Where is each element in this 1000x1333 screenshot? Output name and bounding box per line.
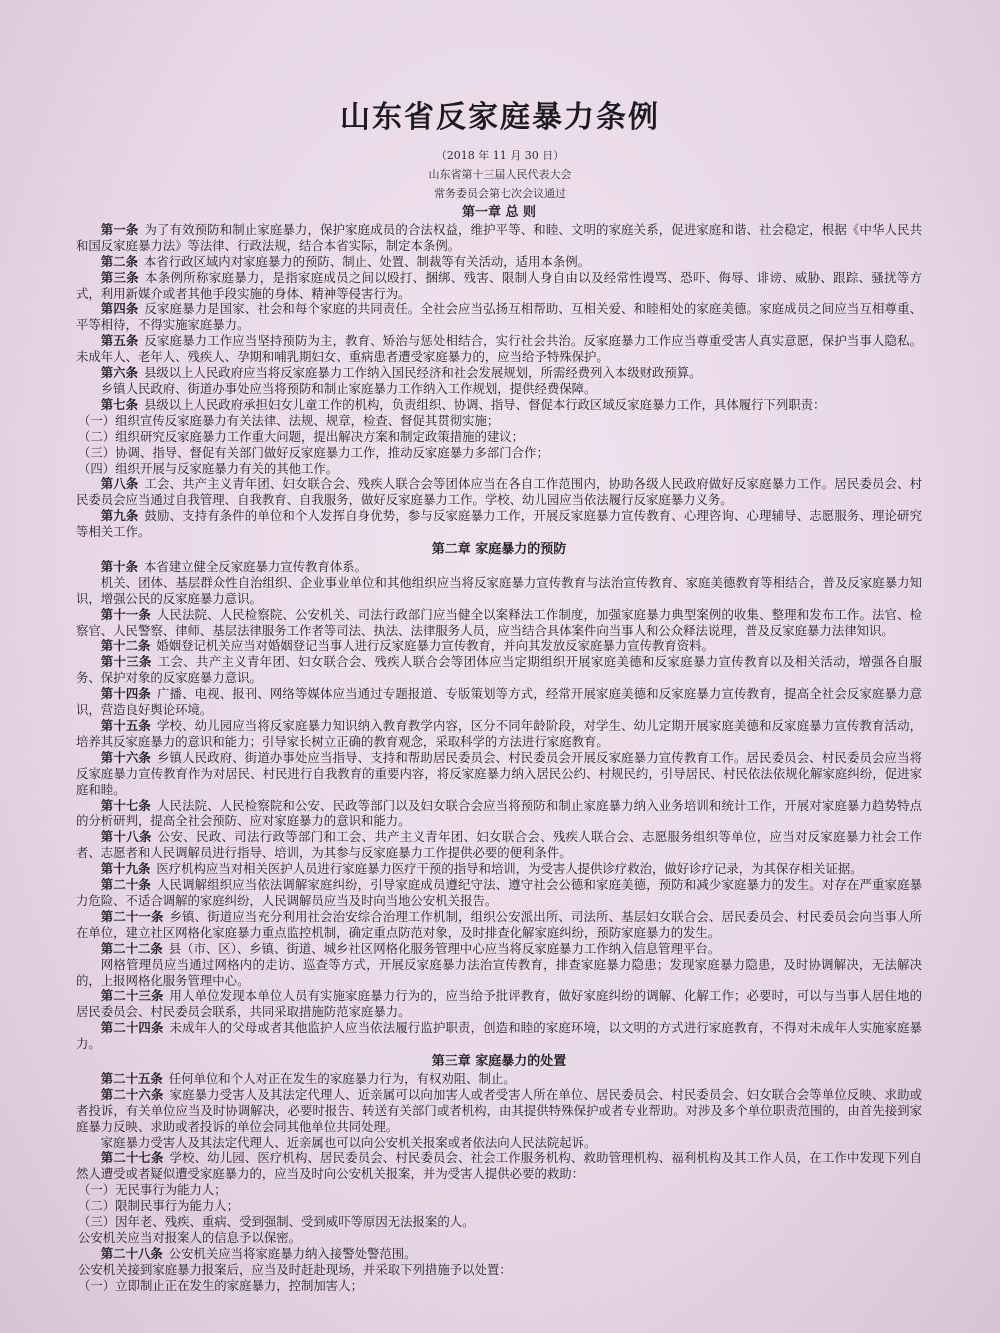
- article-text: 乡镇人民政府、街道办事处应当指导、支持和帮助居民委员会、村民委员会开展反家庭暴力宣传教育工作。居民委员会、村民委员会应当将反家庭暴力宣传教育作为对居民、村民进行自我教育的重要内容，将反家庭暴力纳入居民公约、村规民约，引导居民、村民依法依规化解家庭纠纷，促进家庭和睦。: [76, 749, 923, 797]
- article-paragraph: [76, 1087, 922, 1135]
- article-number: 第二十六条: [100, 1086, 164, 1102]
- list-item: [76, 1278, 922, 1294]
- article-text: 乡镇、街道应当充分利用社会治安综合治理工作机制，组织公安派出所、司法所、基层妇女联合会、居民委员会、村民委员会向当事人所在单位，建立社区网格化家庭暴力重点监控机制，确定重点防范对象，及时排查化解家庭纠纷，预防家庭暴力的发生。: [76, 908, 923, 940]
- article-text: 本省行政区域内对家庭暴力的预防、制止、处置、制裁等有关活动，适用本条例。: [143, 253, 591, 269]
- article-text: （一）立即制止正在发生的家庭暴力，控制加害人；: [78, 1277, 363, 1293]
- list-item: [76, 1214, 922, 1230]
- article-number: 第七条: [100, 396, 138, 412]
- article-paragraph: [76, 686, 922, 718]
- article-text: 公安机关应当将家庭暴力纳入接警处警范围。: [168, 1245, 417, 1261]
- article-paragraph: [76, 476, 922, 508]
- article-text: 未成年人的父母或者其他监护人应当依法履行监护职责，创造和睦的家庭环境，以文明的方式进行家庭教育，不得对未成年人实施家庭暴力。: [76, 1020, 923, 1052]
- article-paragraph: [76, 1020, 922, 1052]
- article-text: （二）限制民事行为能力人；: [78, 1198, 240, 1214]
- article-number: 第二条: [100, 253, 138, 269]
- article-paragraph: [76, 829, 922, 861]
- article-number: 第二十八条: [100, 1245, 163, 1261]
- article-text: 为了有效预防和制止家庭暴力，保护家庭成员的合法权益，维护平等、和睦、文明的家庭关系，促进家庭和谐、社会稳定，根据《中华人民共和国反家庭暴力法》等法律、行政法规，结合本省实际，制定本条例。: [76, 221, 923, 253]
- article-paragraph: [76, 559, 922, 575]
- issuing-body: 山东省第十三届人民代表大会: [428, 168, 572, 181]
- article-number: 第十八条: [100, 829, 152, 845]
- article-paragraph: [76, 270, 922, 302]
- article-text: 医疗机构应当对相关医护人员进行家庭暴力医疗干预的指导和培训，为受害人提供诊疗救治，做好诊疗记录，为其保存相关证据。: [156, 861, 863, 877]
- article-paragraph: [76, 638, 922, 654]
- list-item: [76, 413, 922, 429]
- article-text: （四）组织开展与反家庭暴力有关的其他工作。: [78, 460, 339, 476]
- article-number: 第八条: [100, 476, 139, 492]
- article-paragraph: [76, 1135, 922, 1151]
- article-number: 第十七条: [100, 797, 151, 813]
- document-date: （2018 年 11 月 30 日）: [435, 149, 565, 162]
- article-paragraph: [76, 941, 922, 957]
- article-text: 工会、共产主义青年团、妇女联合会、残疾人联合会等团体应当定期组织开展家庭美德和反家庭暴力宣传教育以及相关活动，增强各自服务、保护对象的反家庭暴力意识。: [76, 654, 923, 686]
- article-number: 第二十五条: [100, 1070, 163, 1086]
- article-number: 第二十七条: [100, 1150, 164, 1166]
- article-number: 第三条: [100, 269, 140, 285]
- article-text: 人民法院、人民检察院和公安、民政等部门以及妇女联合会应当将预防和制止家庭暴力纳入业务培训和统计工作，开展对家庭暴力趋势特点的分析研判，提高全社会预防、应对家庭暴力的意识和能力。: [76, 797, 923, 829]
- article-text: 乡镇人民政府、街道办事处应当将预防和制止家庭暴力工作纳入工作规划，提供经费保障。: [100, 380, 597, 396]
- article-number: 第二十二条: [100, 940, 163, 956]
- article-paragraph: [76, 718, 922, 750]
- article-number: 第九条: [100, 508, 139, 524]
- article-text: 学校、幼儿园、医疗机构、居民委员会、村民委员会、社会工作服务机构、救助管理机构、福利机构及其工作人员，在工作中发现下列自然人遭受或者疑似遭受家庭暴力的，应当及时向公安机关报案，并为受害人提供必要的救助：: [76, 1150, 923, 1182]
- article-text: 反家庭暴力工作应当坚持预防为主，教育、矫治与惩处相结合，实行社会共治。反家庭暴力工作应当尊重受害人真实意愿，保护当事人隐私。未成年人、老年人、残疾人、孕期和哺乳期妇女、重病患者遭受家庭暴力的，应当给予特殊保护。: [76, 333, 923, 365]
- article-number: 第二十三条: [100, 988, 164, 1004]
- article-paragraph: [76, 1071, 922, 1087]
- article-text: 鼓励、支持有条件的单位和个人发挥自身优势，参与反家庭暴力工作，开展反家庭暴力宣传教育、心理咨询、心理辅导、志愿服务、理论研究等相关工作。: [76, 508, 923, 540]
- article-paragraph: [76, 397, 922, 413]
- article-paragraph: [76, 365, 922, 381]
- document-body: [76, 203, 922, 1294]
- list-item: [76, 429, 922, 445]
- article-text: （三）协调、指导、督促有关部门做好反家庭暴力工作，推动反家庭暴力多部门合作；: [78, 444, 549, 460]
- list-item: [76, 1198, 922, 1214]
- article-text: 人民调解组织应当依法调解家庭纠纷，引导家庭成员遵纪守法、遵守社会公德和家庭美德，预防和减少家庭暴力的发生。对存在严重家庭暴力危险、不适合调解的家庭纠纷，人民调解员应当及时向当地公安机关报告。: [76, 877, 923, 908]
- article-text: 本条例所称家庭暴力，是指家庭成员之间以殴打、捆绑、残害、限制人身自由以及经常性谩骂、恐吓、侮辱、诽谤、威胁、跟踪、骚扰等方式，利用新媒介或者其他手段实施的身体、精神等侵害行为。: [76, 269, 923, 301]
- article-paragraph: [76, 877, 922, 909]
- article-text: 任何单位和个人对正在发生的家庭暴力行为，有权劝阻、制止。: [168, 1070, 516, 1086]
- article-number: 第五条: [100, 333, 139, 349]
- article-number: 第十九条: [100, 861, 151, 877]
- article-number: 第十二条: [100, 638, 151, 654]
- article-number: 第十六条: [100, 749, 151, 765]
- list-item: [76, 445, 922, 461]
- article-text: 公安机关接到家庭暴力报案后，应当及时赶赴现场，并采取下列措施予以处置：: [78, 1261, 512, 1277]
- article-text: （一）无民事行为能力人；: [78, 1182, 227, 1198]
- chapter-heading: 第三章 家庭暴力的处置: [431, 1054, 567, 1070]
- article-paragraph: [76, 575, 922, 607]
- article-text: 公安机关应当对报案人的信息予以保密。: [78, 1230, 302, 1245]
- article-paragraph: [76, 333, 922, 365]
- article-paragraph: [76, 654, 922, 686]
- article-text: （二）组织研究反家庭暴力工作重大问题，提出解决方案和制定政策措施的建议；: [78, 428, 525, 444]
- chapter-heading: 第一章 总 则: [461, 205, 537, 220]
- article-text: 网格管理员应当通过网格内的走访、巡查等方式，开展反家庭暴力法治宣传教育，排查家庭暴力隐患；发现家庭暴力隐患，及时协调解决，无法解决的，上报网格化服务管理中心。: [76, 956, 922, 988]
- article-text: 本省建立健全反家庭暴力宣传教育体系。: [143, 558, 367, 574]
- article-paragraph: [76, 301, 922, 333]
- article-text: 人民法院、人民检察院、公安机关、司法行政部门应当健全以案释法工作制度，加强家庭暴力典型案例的收集、整理和发布工作。法官、检察官、人民警察、律师、基层法律服务工作者等司法、执法、法律服务人员，应当结合具体案件向当事人和公众释法说理，普及反家庭暴力法律知识。: [76, 606, 923, 638]
- article-text: 广播、电视、报刊、网络等媒体应当通过专题报道、专版策划等方式，经常开展家庭美德和反家庭暴力宣传教育，提高全社会反家庭暴力意识，营造良好舆论环境。: [76, 686, 923, 718]
- article-number: 第十一条: [100, 606, 151, 622]
- article-number: 第四条: [100, 301, 139, 317]
- article-text: 机关、团体、基层群众性自治组织、企业事业单位和其他组织应当将反家庭暴力宣传教育与法治宣传教育、家庭美德教育等相结合，普及反家庭暴力知识，增强公民的反家庭暴力意识。: [76, 574, 922, 606]
- approval-note: 常务委员会第七次会议通过: [434, 187, 566, 200]
- article-paragraph: [76, 381, 922, 397]
- article-text: 县级以上人民政府应当将反家庭暴力工作纳入国民经济和社会发展规划，所需经费列入本级财政预算。: [143, 365, 702, 381]
- article-paragraph: [76, 988, 922, 1020]
- article-number: 第十五条: [100, 718, 151, 733]
- article-text: 家庭暴力受害人及其法定代理人、近亲属可以向加害人或者受害人所在单位、居民委员会、村民委员会、妇女联合会等单位反映、求助或者投诉，有关单位应当及时协调解决，必要时报告、转送有关部门或者机构，由其提供特殊保护或者专业帮助。对涉及多个单位职责范围的，由首先接到家庭暴力反映、求助或者投诉的单位会同其他单位共同处理。: [76, 1086, 923, 1134]
- article-text: 婚姻登记机关应当对婚姻登记当事人进行反家庭暴力宣传教育，并向其发放反家庭暴力宣传教育资料。: [156, 638, 714, 654]
- article-paragraph: [76, 1150, 922, 1182]
- list-item: [76, 461, 922, 477]
- list-item: [76, 1262, 922, 1278]
- document-title: 山东省反家庭暴力条例: [340, 100, 660, 135]
- article-paragraph: [76, 861, 922, 877]
- article-paragraph: [76, 607, 922, 639]
- list-item: [76, 1182, 922, 1198]
- chapter-heading: 第二章 家庭暴力的预防: [431, 542, 567, 558]
- article-text: （一）组织宣传反家庭暴力有关法律、法规、规章，检查、督促其贯彻实施；: [78, 412, 500, 428]
- article-text: 县级以上人民政府承担妇女儿童工作的机构，负责组织、协调、指导、督促本行政区域反家庭暴力工作，具体履行下列职责：: [143, 396, 826, 412]
- article-paragraph: [76, 254, 922, 270]
- article-text: 用人单位发现本单位人员有实施家庭暴力行为的，应当给予批评教育，做好家庭纠纷的调解、化解工作；必要时，可以与当事人居住地的居民委员会、村民委员会联系，共同采取措施防范家庭暴力。: [76, 988, 923, 1020]
- article-paragraph: [76, 750, 922, 798]
- article-number: 第十三条: [100, 654, 152, 670]
- article-number: 第六条: [100, 365, 138, 381]
- article-text: 反家庭暴力是国家、社会和每个家庭的共同责任。全社会应当弘扬互相帮助、互相关爱、和睦相处的家庭美德。家庭成员之间应当互相尊重、平等相待，不得实施家庭暴力。: [76, 301, 923, 333]
- article-text: 家庭暴力受害人及其法定代理人、近亲属也可以向公安机关报案或者依法向人民法院起诉。: [100, 1134, 597, 1150]
- article-number: 第十条: [100, 558, 138, 574]
- article-text: （三）因年老、残疾、重病、受到强制、受到威吓等原因无法报案的人。: [78, 1214, 475, 1230]
- article-number: 第十四条: [100, 686, 151, 702]
- article-paragraph: [76, 957, 922, 989]
- article-paragraph: [76, 798, 922, 830]
- article-number: 第一条: [100, 221, 139, 237]
- article-number: 第二十四条: [100, 1020, 164, 1036]
- article-text: 学校、幼儿园应当将反家庭暴力知识纳入教育教学内容，区分不同年龄阶段，对学生、幼儿定期开展家庭美德和反家庭暴力宣传教育活动，培养其反家庭暴力的意识和能力；引导家长树立正确的教育观念，采取科学的方法进行家庭教育。: [76, 718, 923, 749]
- article-paragraph: [76, 909, 922, 941]
- article-number: 第二十一条: [100, 908, 164, 924]
- article-text: 县（市、区）、乡镇、街道、城乡社区网格化服务管理中心应当将反家庭暴力工作纳入信息管理平台。: [168, 940, 721, 956]
- article-text: 公安、民政、司法行政等部门和工会、共产主义青年团、妇女联合会、残疾人联合会、志愿服务组织等单位，应当对反家庭暴力社会工作者、志愿者和人民调解员进行指导、培训，为其参与反家庭暴力工作提供必要的便利条件。: [76, 829, 923, 861]
- article-paragraph: [76, 222, 922, 254]
- article-number: 第二十条: [100, 877, 151, 893]
- list-item: [76, 1230, 922, 1246]
- article-paragraph: [76, 1246, 922, 1262]
- article-paragraph: [76, 508, 922, 540]
- article-text: 工会、共产主义青年团、妇女联合会、残疾人联合会等团体应当在各自工作范围内，协助各级人民政府做好反家庭暴力工作。居民委员会、村民委员会应当通过自我管理、自我教育、自我服务，做好反家庭暴力工作。学校、幼儿园应当依法履行反家庭暴力义务。: [76, 476, 923, 508]
